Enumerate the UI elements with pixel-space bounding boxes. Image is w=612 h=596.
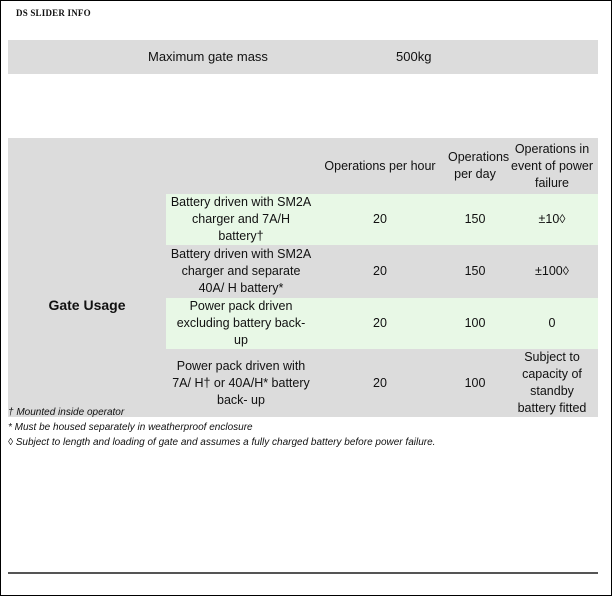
bottom-divider (8, 572, 598, 574)
cell-power-failure: Subject to capacity of standby battery fitted (506, 349, 598, 417)
row-label: Power pack driven excluding battery back-up (166, 298, 316, 349)
cell-power-failure: ±100◊ (506, 245, 598, 298)
cell-per-day: 150 (444, 194, 506, 245)
cell-per-day: 100 (444, 349, 506, 417)
cell-per-day: 100 (444, 298, 506, 349)
max-gate-mass-band (8, 40, 598, 74)
cell-per-hour: 20 (316, 298, 444, 349)
footnotes (8, 405, 435, 450)
max-gate-mass-value: 500kg (396, 49, 432, 64)
footnote-lozenge: ◊ Subject to length and loading of gate and assumes a fully charged battery before power failure. (8, 437, 436, 448)
gate-usage-row-header: Gate Usage (8, 194, 166, 417)
cell-per-day: 150 (444, 245, 506, 298)
footnote-dagger: † Mounted inside operator (8, 407, 125, 418)
max-gate-mass-label: Maximum gate mass (148, 49, 268, 64)
document-title: DS SLIDER INFO (16, 8, 91, 18)
cell-power-failure: ±10◊ (506, 194, 598, 245)
column-header-power-failure: Operations in event of power failure (506, 138, 598, 194)
table-row (8, 194, 598, 245)
cell-power-failure: 0 (506, 298, 598, 349)
column-header-per-hour: Operations per hour (316, 138, 444, 194)
header-blank-cell (166, 138, 316, 194)
footnote-asterisk: * Must be housed separately in weatherproof enclosure (8, 422, 253, 433)
header-blank-cell (8, 138, 166, 194)
cell-per-hour: 20 (316, 245, 444, 298)
table-header-row (8, 138, 598, 194)
row-label: Battery driven with SM2A charger and 7A/H battery† (166, 194, 316, 245)
row-label: Battery driven with SM2A charger and separate 40A/ H battery* (166, 245, 316, 298)
row-label: Power pack driven with 7A/ H† or 40A/H* battery back- up (166, 349, 316, 417)
gate-usage-table (8, 138, 598, 417)
cell-per-hour: 20 (316, 194, 444, 245)
column-header-per-day: Operations per day (444, 138, 506, 194)
cell-per-hour: 20 (316, 349, 444, 417)
